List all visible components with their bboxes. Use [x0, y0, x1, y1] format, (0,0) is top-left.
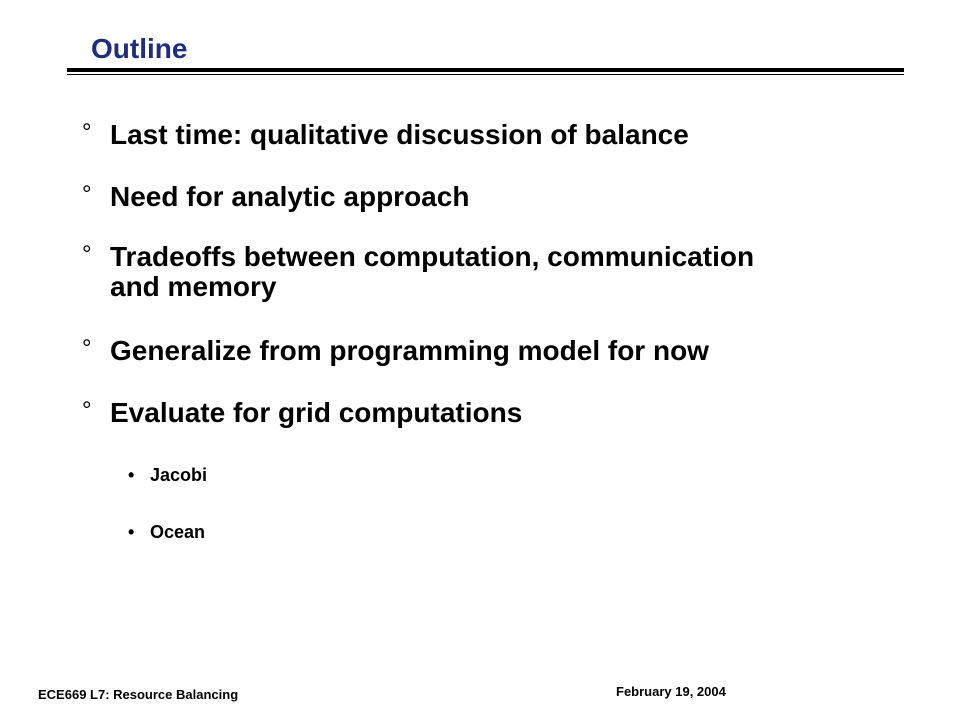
bullet-text: Generalize from programming model for now	[110, 335, 709, 366]
sub-bullet-text: Jacobi	[150, 465, 208, 485]
slide-title: Outline	[91, 33, 188, 64]
footer-date: February 19, 2004	[616, 684, 726, 699]
sub-bullet-item	[128, 464, 207, 486]
bullet-text: Tradeoffs between computation, communication	[110, 241, 755, 272]
dot-bullet-icon: •	[128, 465, 135, 485]
degree-bullet-icon: °	[82, 397, 92, 424]
dot-bullet-icon: •	[128, 522, 135, 542]
footer-course: ECE669 L7: Resource Balancing	[38, 687, 239, 702]
title-rule-thick	[67, 68, 904, 72]
degree-bullet-icon: °	[82, 335, 92, 362]
sub-bullet-text: Ocean	[150, 522, 206, 542]
sub-bullet-item	[128, 521, 205, 543]
degree-bullet-icon: °	[82, 119, 92, 146]
degree-bullet-icon: °	[82, 241, 92, 268]
title-rule-thin	[67, 74, 904, 75]
bullet-text: Last time: qualitative discussion of balance	[110, 119, 689, 150]
bullet-text: Evaluate for grid computations	[110, 397, 523, 428]
bullet-text: Need for analytic approach	[110, 181, 470, 212]
bullet-text-continued: and memory	[110, 271, 277, 302]
degree-bullet-icon: °	[82, 181, 92, 208]
